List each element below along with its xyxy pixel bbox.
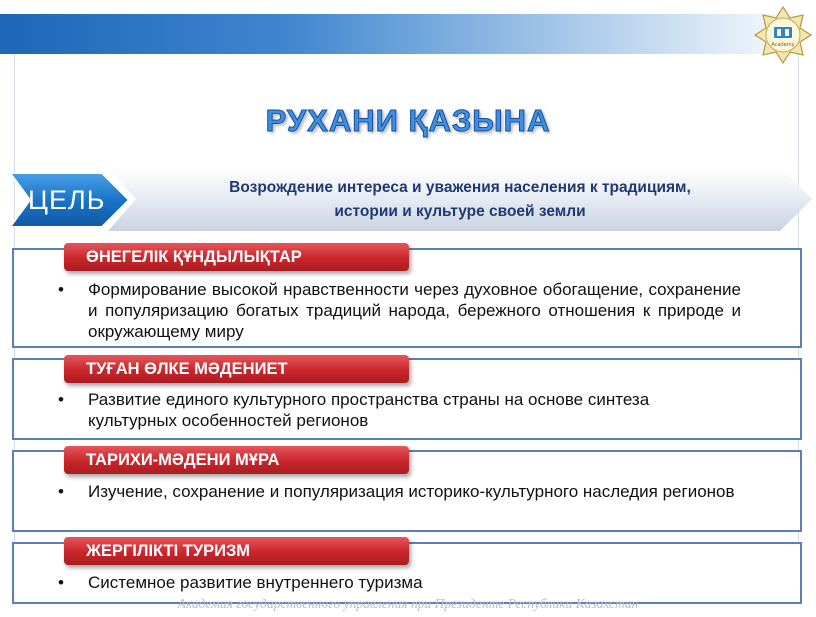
goal-description bbox=[170, 176, 750, 224]
section-badge-2: ТУҒАН ӨЛКЕ МӘДЕНИЕТ bbox=[64, 355, 409, 383]
section-badge-3: ТАРИХИ-МӘДЕНИ МҰРА bbox=[64, 446, 409, 474]
bullet-text-4: Системное развитие внутреннего туризма bbox=[88, 573, 423, 592]
bullet-dot: • bbox=[58, 390, 64, 409]
footer-watermark: Академия государственного управления при Президенте Республики Казахстан bbox=[177, 596, 639, 611]
section-bullet-4 bbox=[58, 572, 741, 593]
bullet-dot: • bbox=[58, 573, 64, 592]
section-badge-4: ЖЕРГІЛІКТІ ТУРИЗМ bbox=[64, 537, 409, 565]
section-badge-1: ӨНЕГЕЛІК ҚҰНДЫЛЫҚТАР bbox=[64, 243, 409, 271]
logo-caption: Academy bbox=[771, 42, 795, 48]
bullet-dot: • bbox=[58, 280, 64, 299]
goal-line-1: Возрождение интереса и уважения населения к традициям, bbox=[229, 179, 691, 196]
goal-tag-label: ЦЕЛЬ bbox=[28, 185, 106, 215]
academy-logo-icon bbox=[754, 6, 812, 64]
goal-line-2: истории и культуре своей земли bbox=[334, 203, 586, 220]
section-bullet-2 bbox=[58, 389, 741, 431]
section-bullet-3 bbox=[58, 481, 741, 502]
bullet-text-2: Развитие единого культурного пространства страны на основе синтеза культурных особенностей регионов bbox=[88, 390, 650, 430]
section-bullet-1 bbox=[58, 279, 741, 342]
bullet-text-1: Формирование высокой нравственности через духовное обогащение, сохранение и популяризацию богатых традиций народа, бережного отношения к природе и окружающему миру bbox=[88, 280, 741, 341]
page-title: РУХАНИ ҚАЗЫНА bbox=[265, 103, 551, 138]
bullet-dot: • bbox=[58, 482, 64, 501]
header-gradient-bar bbox=[0, 14, 816, 54]
bullet-text-3: Изучение, сохранение и популяризация историко-культурного наследия регионов bbox=[88, 482, 735, 501]
